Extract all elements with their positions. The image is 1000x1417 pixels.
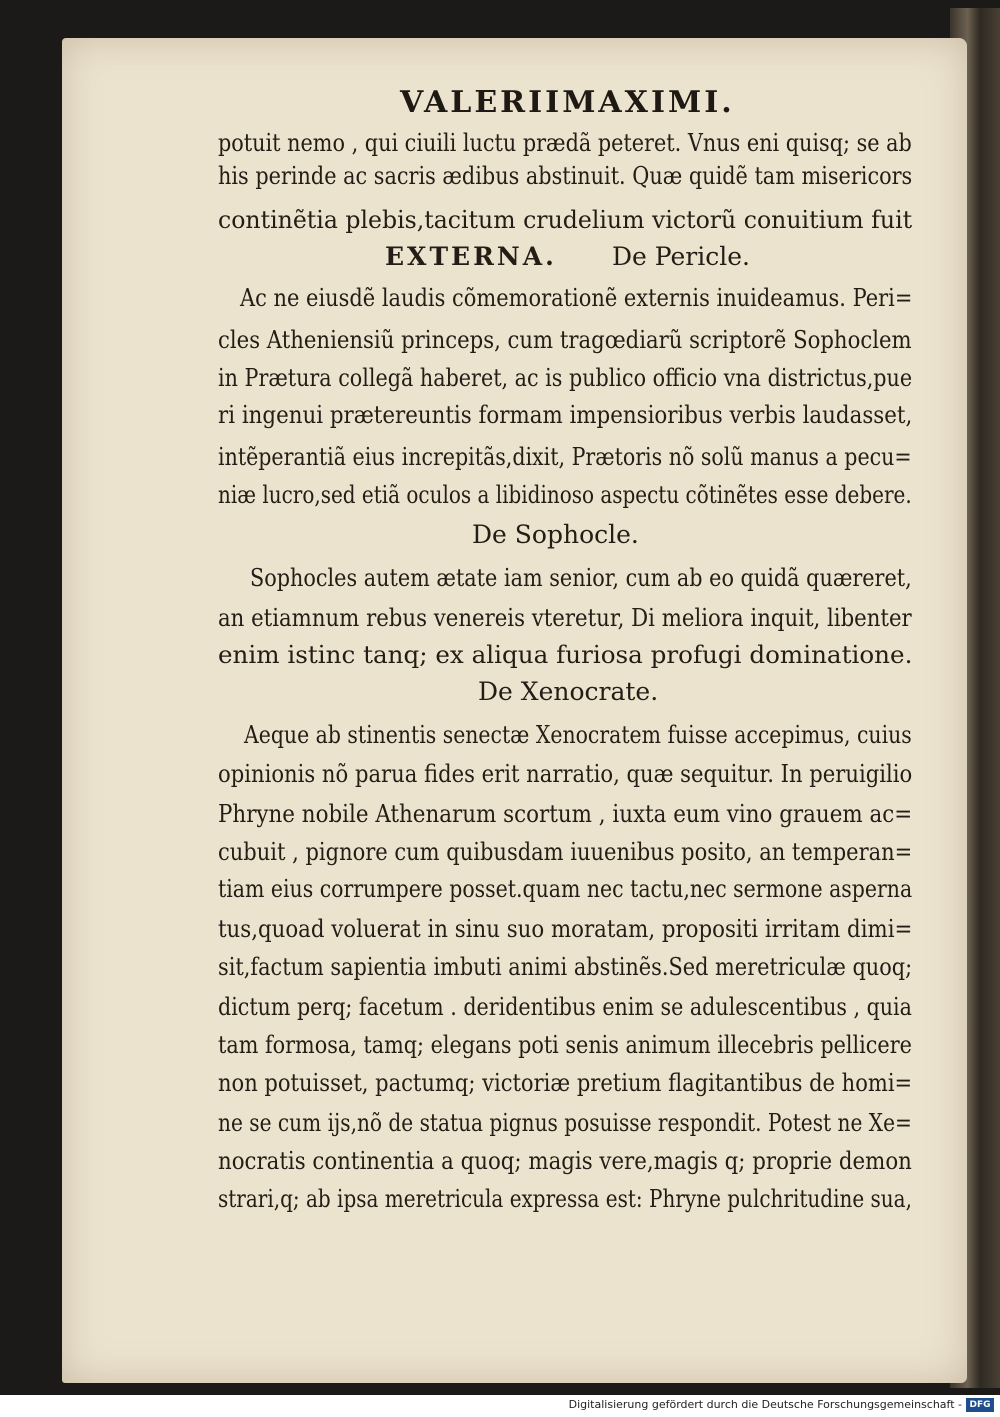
running-header <box>400 85 735 120</box>
section-heading-pericle: De Pericle. <box>612 242 750 271</box>
text-line: potuit nemo , qui ciuili luctu prædã peteret. Vnus eni quisq; se ab <box>218 129 912 157</box>
text-line: ri ingenui prætereuntis formam impensioribus verbis laudasset, <box>218 401 913 429</box>
header-left: VALERII <box>400 85 563 120</box>
text-line: Phryne nobile Athenarum scortum , iuxta eum vino grauem ac= <box>218 800 913 828</box>
text-line: tiam eius corrumpere posset.quam nec tactu,nec sermone asperna <box>218 875 913 903</box>
text-line: opinionis nõ parua fides erit narratio, quæ sequitur. In peruigilio <box>218 760 913 788</box>
header-right: MAXIMI. <box>562 85 735 120</box>
text-line: niæ lucro,sed etiã oculos a libidinoso aspectu cõtinẽtes esse debere. <box>218 481 912 509</box>
text-line: tam formosa, tamq; elegans poti senis animum illecebris pellicere <box>218 1031 912 1059</box>
text-line: nocratis continentia a quoq; magis vere,magis q; proprie demon <box>218 1147 912 1175</box>
text-line: non potuisset, pactumq; victoriæ pretium flagitantibus de homi= <box>218 1069 913 1097</box>
text-line: an etiamnum rebus venereis vteretur, Di meliora inquit, libenter <box>218 604 912 632</box>
text-line: cubuit , pignore cum quibusdam iuuenibus posito, an temperan= <box>218 838 913 866</box>
text-line: Sophocles autem ætate iam senior, cum ab eo quidã quæreret, <box>250 564 912 592</box>
text-line: continẽtia plebis,tacitum crudelium victorũ conuitium fuit <box>218 206 913 234</box>
text-line: sit,factum sapientia imbuti animi abstinẽs.Sed meretriculæ quoq; <box>218 953 913 981</box>
text-line: strari,q; ab ipsa meretricula expressa est: Phryne pulchritudine sua, <box>218 1185 912 1213</box>
text-line: Ac ne eiusdẽ laudis cõmemorationẽ externis inuideamus. Peri= <box>240 284 913 312</box>
text-line: in Prætura collegã haberet, ac is publico officio vna districtus,pue <box>218 364 913 392</box>
footer-credit: Digitalisierung gefördert durch die Deutsche Forschungsgemeinschaft - <box>568 1398 962 1411</box>
text-line: enim istinc tanq; ex aliqua furiosa profugi dominatione. <box>218 641 913 669</box>
text-line: cles Atheniensiũ princeps, cum tragœdiarũ scriptorẽ Sophoclem <box>218 326 912 354</box>
text-line: ne se cum ijs,nõ de statua pignus posuisse respondit. Potest ne Xe= <box>218 1109 912 1137</box>
text-line: intẽperantiã eius increpitãs,dixit, Prætoris nõ solũ manus a pecu= <box>218 443 912 471</box>
section-heading-sophocle: De Sophocle. <box>472 520 639 549</box>
text-line: his perinde ac sacris ædibus abstinuit. Quæ quidẽ tam misericors <box>218 162 913 190</box>
dfg-logo: DFG <box>966 1398 994 1412</box>
section-heading-externa: EXTERNA. <box>385 242 557 271</box>
text-line: Aeque ab stinentis senectæ Xenocratem fuisse accepimus, cuius <box>244 721 912 749</box>
text-line: dictum perq; facetum . deridentibus enim se adulescentibus , quia <box>218 993 912 1021</box>
text-line: tus,quoad voluerat in sinu suo moratam, propositi irritam dimi= <box>218 915 913 943</box>
book-page <box>62 38 967 1383</box>
section-heading-xenocrate: De Xenocrate. <box>478 677 659 706</box>
